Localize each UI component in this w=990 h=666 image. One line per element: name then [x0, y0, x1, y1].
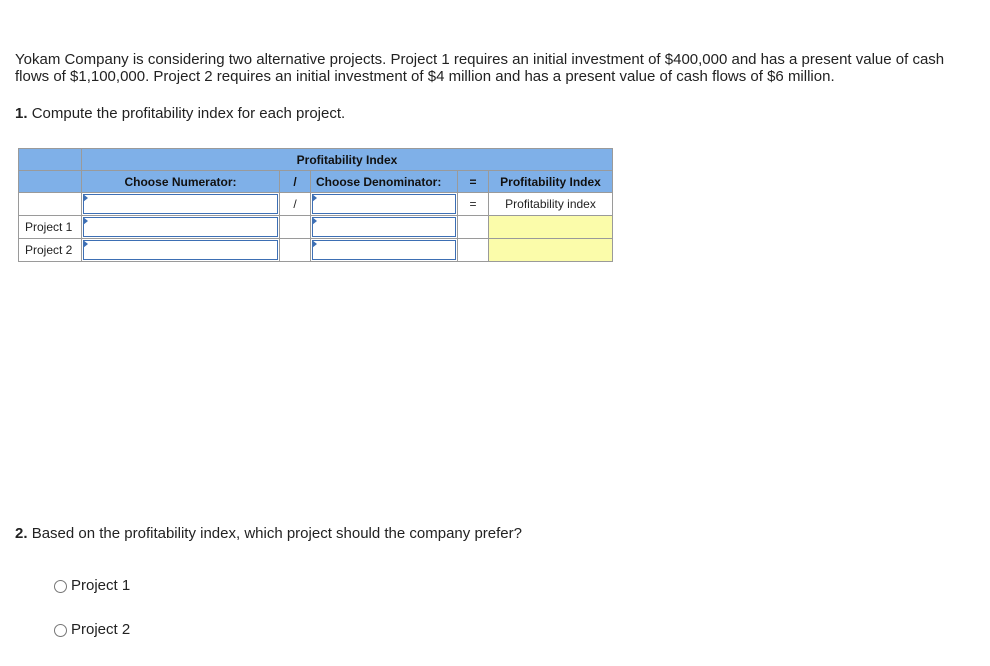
option-label: Project 2: [71, 621, 131, 638]
table-row: [19, 216, 613, 239]
question-2-text: Based on the profitability index, which project should the company prefer?: [31, 525, 522, 542]
project-2-numerator-input[interactable]: [83, 240, 278, 260]
project-2-denominator-input[interactable]: [312, 240, 456, 260]
divide-symbol: /: [280, 171, 311, 193]
header-label-cell: [19, 171, 82, 193]
operator-empty-cell: [280, 216, 311, 239]
project-1-result-cell[interactable]: [489, 216, 613, 239]
dropdown-flag-icon: [312, 240, 317, 248]
row-label-project-2: Project 2: [19, 239, 82, 262]
header-empty-cell: [19, 149, 82, 171]
radio-icon[interactable]: [54, 580, 67, 593]
dropdown-flag-icon: [83, 217, 88, 225]
option-project-1[interactable]: [54, 577, 130, 595]
numerator-select[interactable]: [83, 194, 278, 214]
denominator-select-cell: [311, 193, 458, 216]
project-1-denominator-cell: [311, 216, 458, 239]
result-subheader: Profitability index: [489, 193, 613, 216]
question-2: [15, 525, 522, 543]
project-2-denominator-cell: [311, 239, 458, 262]
question-2-number: 2.: [15, 525, 28, 542]
project-1-numerator-input[interactable]: [83, 217, 278, 237]
profitability-index-table: [18, 148, 613, 262]
dropdown-flag-icon: [83, 194, 88, 202]
project-1-denominator-input[interactable]: [312, 217, 456, 237]
question-1-text: Compute the profitability index for each project.: [31, 105, 346, 122]
dropdown-flag-icon: [312, 217, 317, 225]
project-2-result-cell[interactable]: [489, 239, 613, 262]
denominator-header: Choose Denominator:: [311, 171, 458, 193]
row-label-project-1: Project 1: [19, 216, 82, 239]
denominator-select[interactable]: [312, 194, 456, 214]
equals-symbol: =: [458, 171, 489, 193]
project-2-numerator-cell: [82, 239, 280, 262]
equals-empty-cell: [458, 239, 489, 262]
equals-empty-cell: [458, 216, 489, 239]
row-label-empty: [19, 193, 82, 216]
table-title: Profitability Index: [82, 149, 613, 171]
question-1: [15, 105, 345, 123]
problem-statement: Yokam Company is considering two alternative projects. Project 1 requires an initial investment of $400,000 and has a present value of cash flows of $1,100,000. Project 2 requires an initial investment of $4 million and has a present value of cash flows of $6 million.: [15, 51, 945, 85]
dropdown-flag-icon: [312, 194, 317, 202]
result-header: Profitability Index: [489, 171, 613, 193]
equals-symbol: =: [458, 193, 489, 216]
dropdown-flag-icon: [83, 240, 88, 248]
numerator-header: Choose Numerator:: [82, 171, 280, 193]
option-project-2[interactable]: [54, 621, 130, 639]
question-1-number: 1.: [15, 105, 28, 122]
divide-symbol: /: [280, 193, 311, 216]
radio-icon[interactable]: [54, 624, 67, 637]
table-row: [19, 239, 613, 262]
table-row: [19, 193, 613, 216]
operator-empty-cell: [280, 239, 311, 262]
option-label: Project 1: [71, 577, 131, 594]
project-1-numerator-cell: [82, 216, 280, 239]
numerator-select-cell: [82, 193, 280, 216]
